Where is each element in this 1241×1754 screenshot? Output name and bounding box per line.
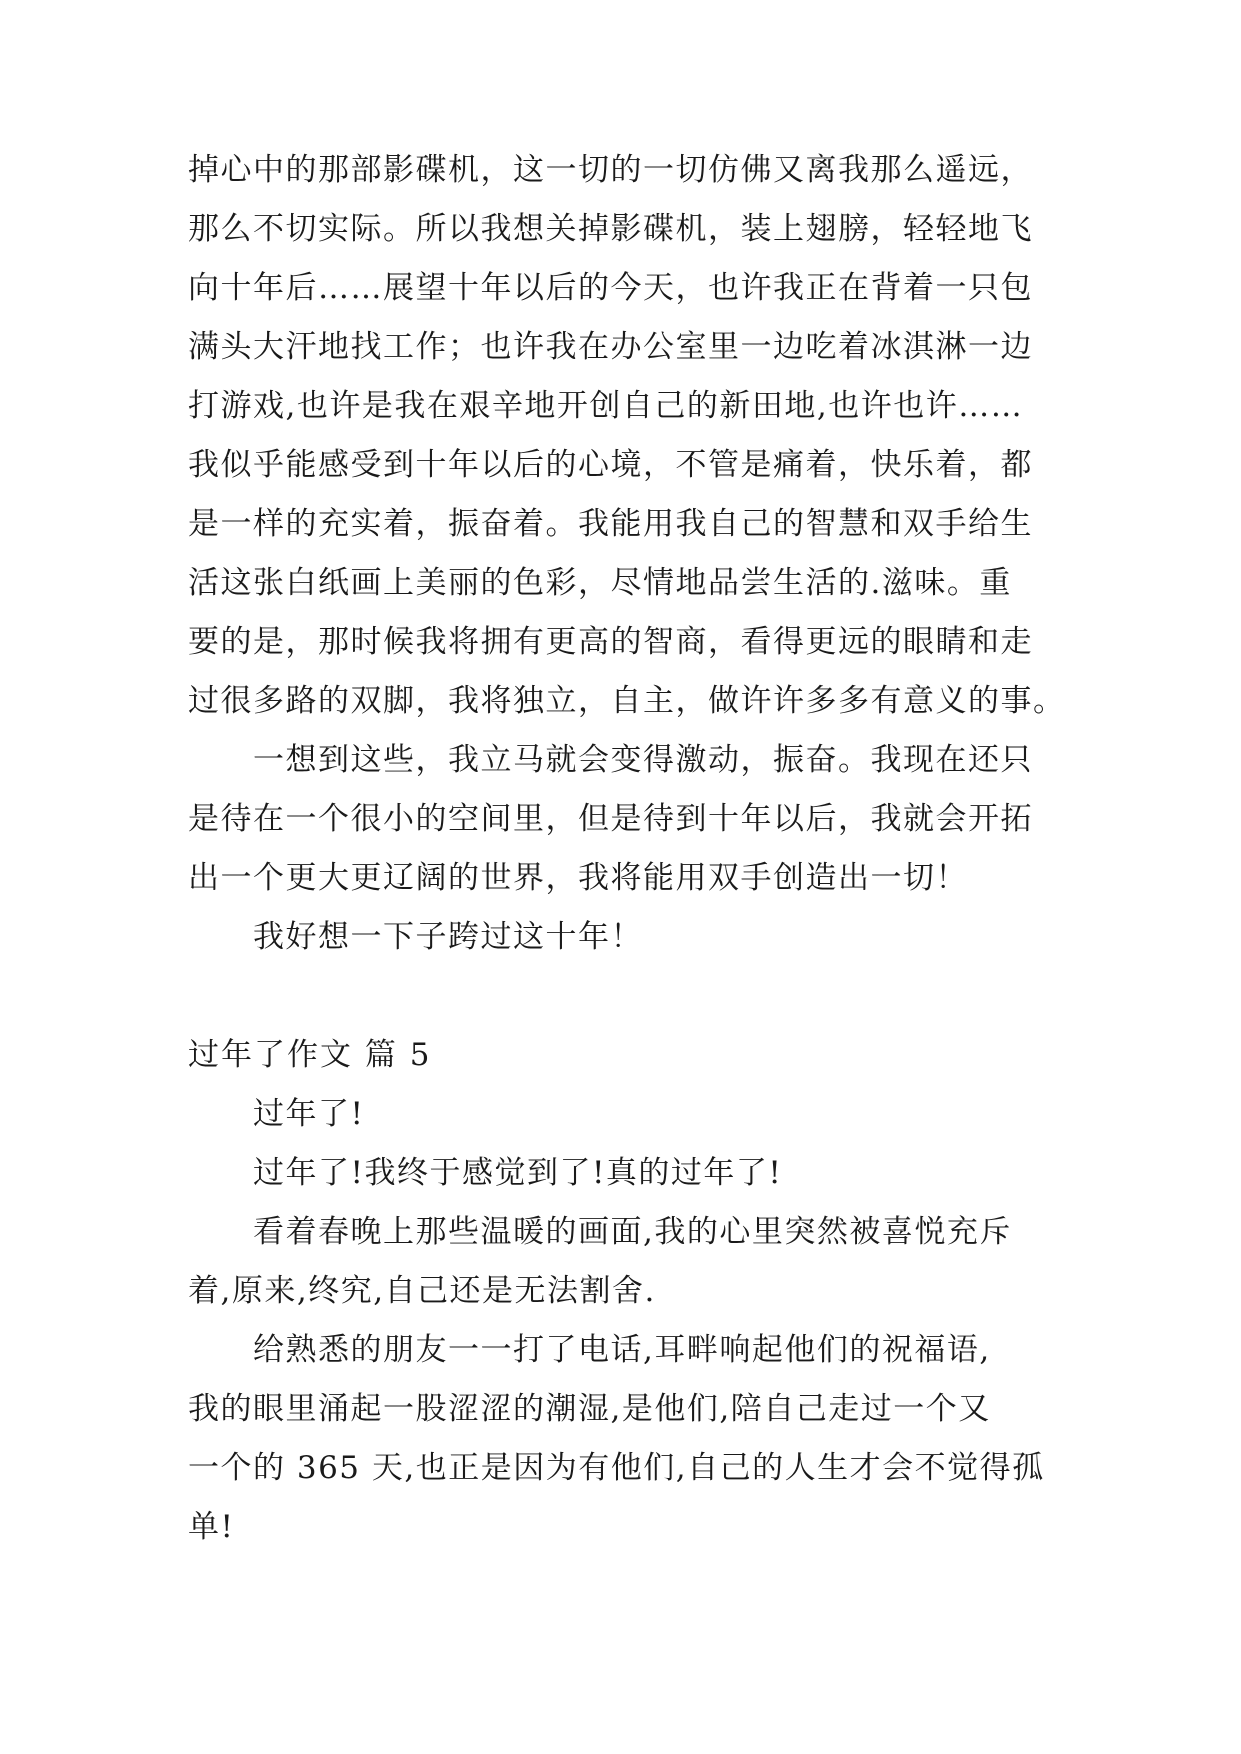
paragraph-line: 满头大汗地找工作；也许我在办公室里一边吃着冰淇淋一边	[188, 329, 1033, 365]
paragraph-line: 我的眼里涌起一股涩涩的潮湿,是他们,陪自己走过一个又	[188, 1391, 991, 1427]
paragraph-line: 要的是，那时候我将拥有更高的智商，看得更远的眼睛和走	[188, 624, 1033, 660]
paragraph-line: 出一个更大更辽阔的世界，我将能用双手创造出一切！	[188, 860, 968, 896]
paragraph-line: 过年了!	[253, 1096, 365, 1132]
section-heading: 过年了作文 篇 5	[188, 1037, 432, 1073]
paragraph-line: 过很多路的双脚，我将独立，自主，做许许多多有意义的事。	[188, 683, 1066, 719]
paragraph-line: 活这张白纸画上美丽的色彩，尽情地品尝生活的.滋味。重	[188, 565, 1012, 601]
paragraph-line: 过年了!我终于感觉到了!真的过年了!	[253, 1155, 783, 1191]
paragraph-line: 打游戏,也许是我在艰辛地开创自己的新田地,也许也许……	[188, 388, 1024, 424]
paragraph-line: 给熟悉的朋友一一打了电话,耳畔响起他们的祝福语,	[253, 1332, 991, 1368]
paragraph-line: 我似乎能感受到十年以后的心境，不管是痛着，快乐着，都	[188, 447, 1033, 483]
paragraph-line: 是待在一个很小的空间里，但是待到十年以后，我就会开拓	[188, 801, 1033, 837]
paragraph-line: 着,原来,终究,自己还是无法割舍.	[188, 1273, 656, 1309]
paragraph-line: 单!	[188, 1509, 235, 1545]
paragraph-line: 一个的 365 天,也正是因为有他们,自己的人生才会不觉得孤	[188, 1450, 1045, 1486]
paragraph-line: 我好想一下子跨过这十年！	[253, 919, 643, 955]
paragraph-line: 一想到这些，我立马就会变得激动，振奋。我现在还只	[253, 742, 1033, 778]
paragraph-line: 掉心中的那部影碟机，这一切的一切仿佛又离我那么遥远，	[188, 152, 1033, 188]
paragraph-line: 向十年后……展望十年以后的今天，也许我正在背着一只包	[188, 270, 1033, 306]
paragraph-line: 那么不切实际。所以我想关掉影碟机，装上翅膀，轻轻地飞	[188, 211, 1033, 247]
paragraph-line: 看着春晚上那些温暖的画面,我的心里突然被喜悦充斥	[253, 1214, 1012, 1250]
paragraph-line: 是一样的充实着，振奋着。我能用我自己的智慧和双手给生	[188, 506, 1033, 542]
